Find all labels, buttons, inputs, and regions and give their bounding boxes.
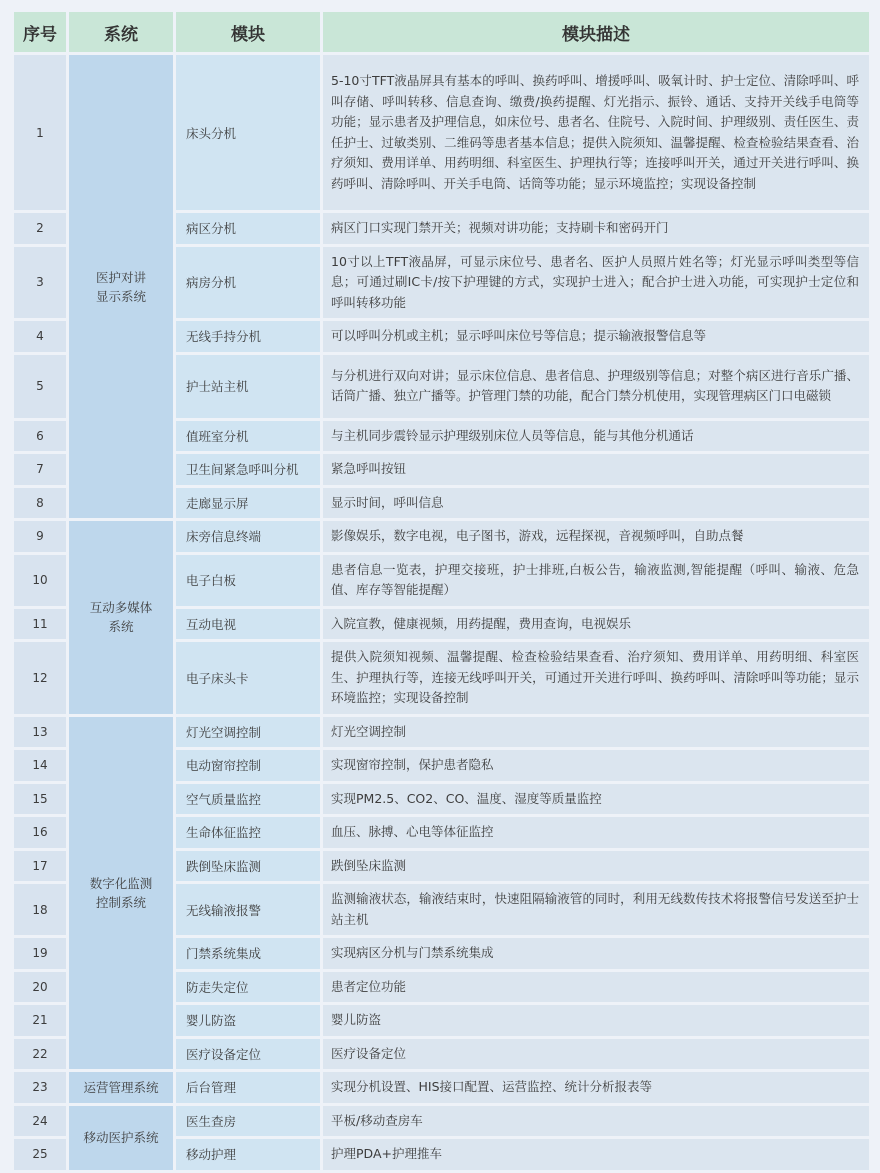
row-index: 16 [14,817,66,848]
table-row [14,55,869,210]
module-cell: 互动电视 [176,609,320,640]
module-cell: 跌倒坠床监测 [176,851,320,882]
system-cell: 运营管理系统 [69,1072,173,1103]
row-index: 1 [14,55,66,210]
row-index: 14 [14,750,66,781]
description-cell: 实现分机设置、HIS接口配置、运营监控、统计分析报表等 [323,1072,869,1103]
table-header-row [14,12,869,52]
description-cell: 入院宣教，健康视频，用药提醒，费用查询，电视娱乐 [323,609,869,640]
module-cell: 无线输液报警 [176,884,320,935]
row-index: 15 [14,784,66,815]
table-row [14,1106,869,1137]
description-cell: 实现窗帘控制，保护患者隐私 [323,750,869,781]
module-cell: 卫生间紧急呼叫分机 [176,454,320,485]
row-index: 2 [14,213,66,244]
system-cell: 移动医护系统 [69,1106,173,1170]
row-index: 7 [14,454,66,485]
description-cell: 医疗设备定位 [323,1039,869,1070]
module-cell: 后台管理 [176,1072,320,1103]
description-cell: 婴儿防盗 [323,1005,869,1036]
row-index: 8 [14,488,66,519]
description-cell: 监测输液状态，输液结束时，快速阻隔输液管的同时，利用无线数传技术将报警信号发送至护士站主机 [323,884,869,935]
table-row [14,521,869,552]
row-index: 13 [14,717,66,748]
header-module: 模块 [176,12,320,52]
module-cell: 走廊显示屏 [176,488,320,519]
row-index: 6 [14,421,66,452]
row-index: 19 [14,938,66,969]
module-cell: 防走失定位 [176,972,320,1003]
row-index: 9 [14,521,66,552]
module-cell: 值班室分机 [176,421,320,452]
row-index: 24 [14,1106,66,1137]
row-index: 23 [14,1072,66,1103]
description-cell: 显示时间，呼叫信息 [323,488,869,519]
description-cell: 与主机同步震铃显示护理级别床位人员等信息，能与其他分机通话 [323,421,869,452]
description-cell: 病区门口实现门禁开关；视频对讲功能；支持刷卡和密码开门 [323,213,869,244]
description-cell: 护理PDA+护理推车 [323,1139,869,1170]
module-cell: 婴儿防盗 [176,1005,320,1036]
description-cell: 影像娱乐，数字电视，电子图书，游戏，远程探视，音视频呼叫，自助点餐 [323,521,869,552]
description-cell: 可以呼叫分机或主机；显示呼叫床位号等信息；提示输液报警信息等 [323,321,869,352]
module-cell: 空气质量监控 [176,784,320,815]
row-index: 18 [14,884,66,935]
description-cell: 10寸以上TFT液晶屏，可显示床位号、患者名、医护人员照片姓名等；灯光显示呼叫类型等信息；可通过刷IC卡/按下护理键的方式，实现护士进入；配合护士进入功能，可实现护士定位和呼叫转移功能 [323,247,869,319]
row-index: 5 [14,355,66,418]
row-index: 21 [14,1005,66,1036]
description-cell: 患者定位功能 [323,972,869,1003]
row-index: 10 [14,555,66,606]
system-cell: 医护对讲 显示系统 [69,55,173,518]
module-cell: 床旁信息终端 [176,521,320,552]
description-cell: 紧急呼叫按钮 [323,454,869,485]
module-cell: 电子床头卡 [176,642,320,714]
description-cell: 灯光空调控制 [323,717,869,748]
system-cell: 互动多媒体 系统 [69,521,173,714]
description-cell: 与分机进行双向对讲；显示床位信息、患者信息、护理级别等信息；对整个病区进行音乐广播、话筒广播、独立广播等。护管理门禁的功能，配合门禁分机使用，实现管理病区门口电磁锁 [323,355,869,418]
row-index: 3 [14,247,66,319]
description-cell: 提供入院须知视频、温馨提醒、检查检验结果查看、治疗须知、费用详单、用药明细、科室医生、护理执行等，连接无线呼叫开关，可通过开关进行呼叫、换药呼叫、清除呼叫等功能；显示环境监控；实现设备控制 [323,642,869,714]
description-cell: 实现PM2.5、CO2、CO、温度、湿度等质量监控 [323,784,869,815]
module-cell: 电动窗帘控制 [176,750,320,781]
system-cell: 数字化监测 控制系统 [69,717,173,1070]
module-cell: 灯光空调控制 [176,717,320,748]
description-cell: 5-10寸TFT液晶屏具有基本的呼叫、换药呼叫、增援呼叫、吸氧计时、护士定位、清除呼叫、呼叫存储、呼叫转移、信息查询、缴费/换药提醒、灯光指示、振铃、通话、支持开关线手电筒等功能；显示患者及护理信息，如床位号、患者名、住院号、入院时间、护理级别、责任医生、责任护士、过敏类别、二维码等患者基本信息；提供入院须知、温馨提醒、检查检验结果查看、治疗须知、费用详单、用药明细、科室医生、护理执行等；连接呼叫开关，通过开关进行呼叫、换药呼叫、清除呼叫、开关手电筒、话筒等功能；显示环境监控；实现设备控制 [323,55,869,210]
description-cell: 平板/移动查房车 [323,1106,869,1137]
module-cell: 医生查房 [176,1106,320,1137]
module-cell: 电子白板 [176,555,320,606]
module-cell: 床头分机 [176,55,320,210]
module-cell: 门禁系统集成 [176,938,320,969]
row-index: 17 [14,851,66,882]
row-index: 20 [14,972,66,1003]
module-cell: 移动护理 [176,1139,320,1170]
table-row [14,1072,869,1103]
description-cell: 患者信息一览表，护理交接班，护士排班,白板公告，输液监测,智能提醒（呼叫、输液、危急值、库存等智能提醒） [323,555,869,606]
module-cell: 无线手持分机 [176,321,320,352]
module-cell: 病区分机 [176,213,320,244]
row-index: 22 [14,1039,66,1070]
description-cell: 跌倒坠床监测 [323,851,869,882]
row-index: 11 [14,609,66,640]
header-system: 系统 [69,12,173,52]
description-cell: 实现病区分机与门禁系统集成 [323,938,869,969]
module-spec-table [11,9,872,1173]
header-index: 序号 [14,12,66,52]
table-row [14,717,869,748]
module-cell: 生命体征监控 [176,817,320,848]
row-index: 25 [14,1139,66,1170]
module-cell: 护士站主机 [176,355,320,418]
row-index: 12 [14,642,66,714]
header-description: 模块描述 [323,12,869,52]
description-cell: 血压、脉搏、心电等体征监控 [323,817,869,848]
module-cell: 医疗设备定位 [176,1039,320,1070]
row-index: 4 [14,321,66,352]
module-cell: 病房分机 [176,247,320,319]
